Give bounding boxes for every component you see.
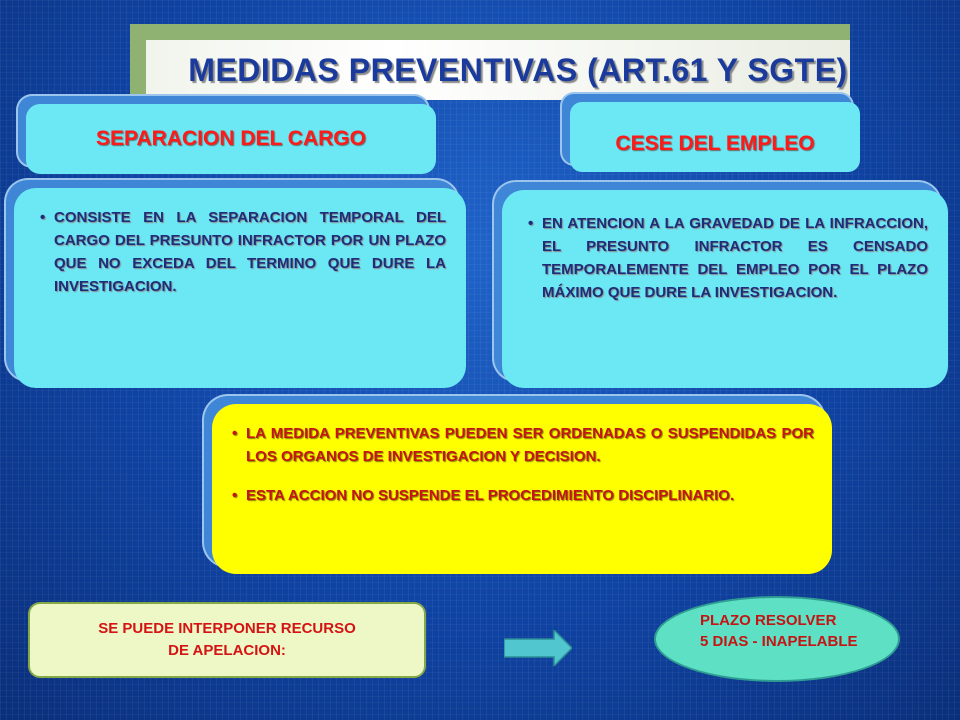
appeal-line-2: DE APELACION: — [168, 642, 286, 659]
left-bullet-text: CONSISTE EN LA SEPARACION TEMPORAL DEL CARGO DEL PRESUNTO INFRACTOR POR UN PLAZO QUE NO EXCEDA DEL TERMINO QUE DURE LA INVESTIGACION. — [54, 209, 446, 295]
deadline-line-1: PLAZO RESOLVER — [700, 612, 837, 629]
title-banner — [130, 24, 850, 100]
center-bullet-text: LA MEDIDA PREVENTIVAS PUEDEN SER ORDENADAS O SUSPENDIDAS POR LOS ORGANOS DE INVESTIGACION Y DECISION. — [246, 425, 814, 465]
right-header-box — [570, 102, 860, 172]
bullet-dot-icon: • — [528, 215, 534, 232]
right-bullet-text: EN ATENCION A LA GRAVEDAD DE LA INFRACCION, EL PRESUNTO INFRACTOR ES CENSADO TEMPORALEMENTE DEL EMPLEO POR EL PLAZO MÁXIMO QUE DURE LA INVESTIGACION. — [542, 215, 928, 301]
bullet-dot-icon: • — [232, 487, 238, 504]
left-header-text: SEPARACION DEL CARGO — [96, 127, 366, 150]
right-header-text: CESE DEL EMPLEO — [615, 132, 815, 155]
right-bullet — [528, 212, 928, 304]
right-body-box — [502, 190, 948, 388]
center-bullet-1 — [232, 422, 814, 468]
bullet-dot-icon: • — [40, 209, 46, 226]
appeal-box — [28, 602, 426, 678]
center-bullet-2 — [232, 484, 814, 507]
bullet-dot-icon: • — [232, 425, 238, 442]
center-bullet-text: ESTA ACCION NO SUSPENDE EL PROCEDIMIENTO DISCIPLINARIO. — [246, 487, 735, 504]
left-body-box — [14, 188, 466, 388]
left-bullet — [40, 206, 446, 298]
left-header-box — [26, 104, 436, 174]
appeal-line-1: SE PUEDE INTERPONER RECURSO — [98, 620, 356, 637]
deadline-oval — [654, 596, 900, 682]
title-banner-face — [146, 40, 850, 100]
right-arrow-icon — [504, 630, 572, 666]
deadline-line-2: 5 DIAS - INAPELABLE — [700, 633, 858, 650]
center-note-box — [212, 404, 832, 574]
slide-title: MEDIDAS PREVENTIVAS (ART.61 Y SGTE) — [188, 51, 848, 88]
